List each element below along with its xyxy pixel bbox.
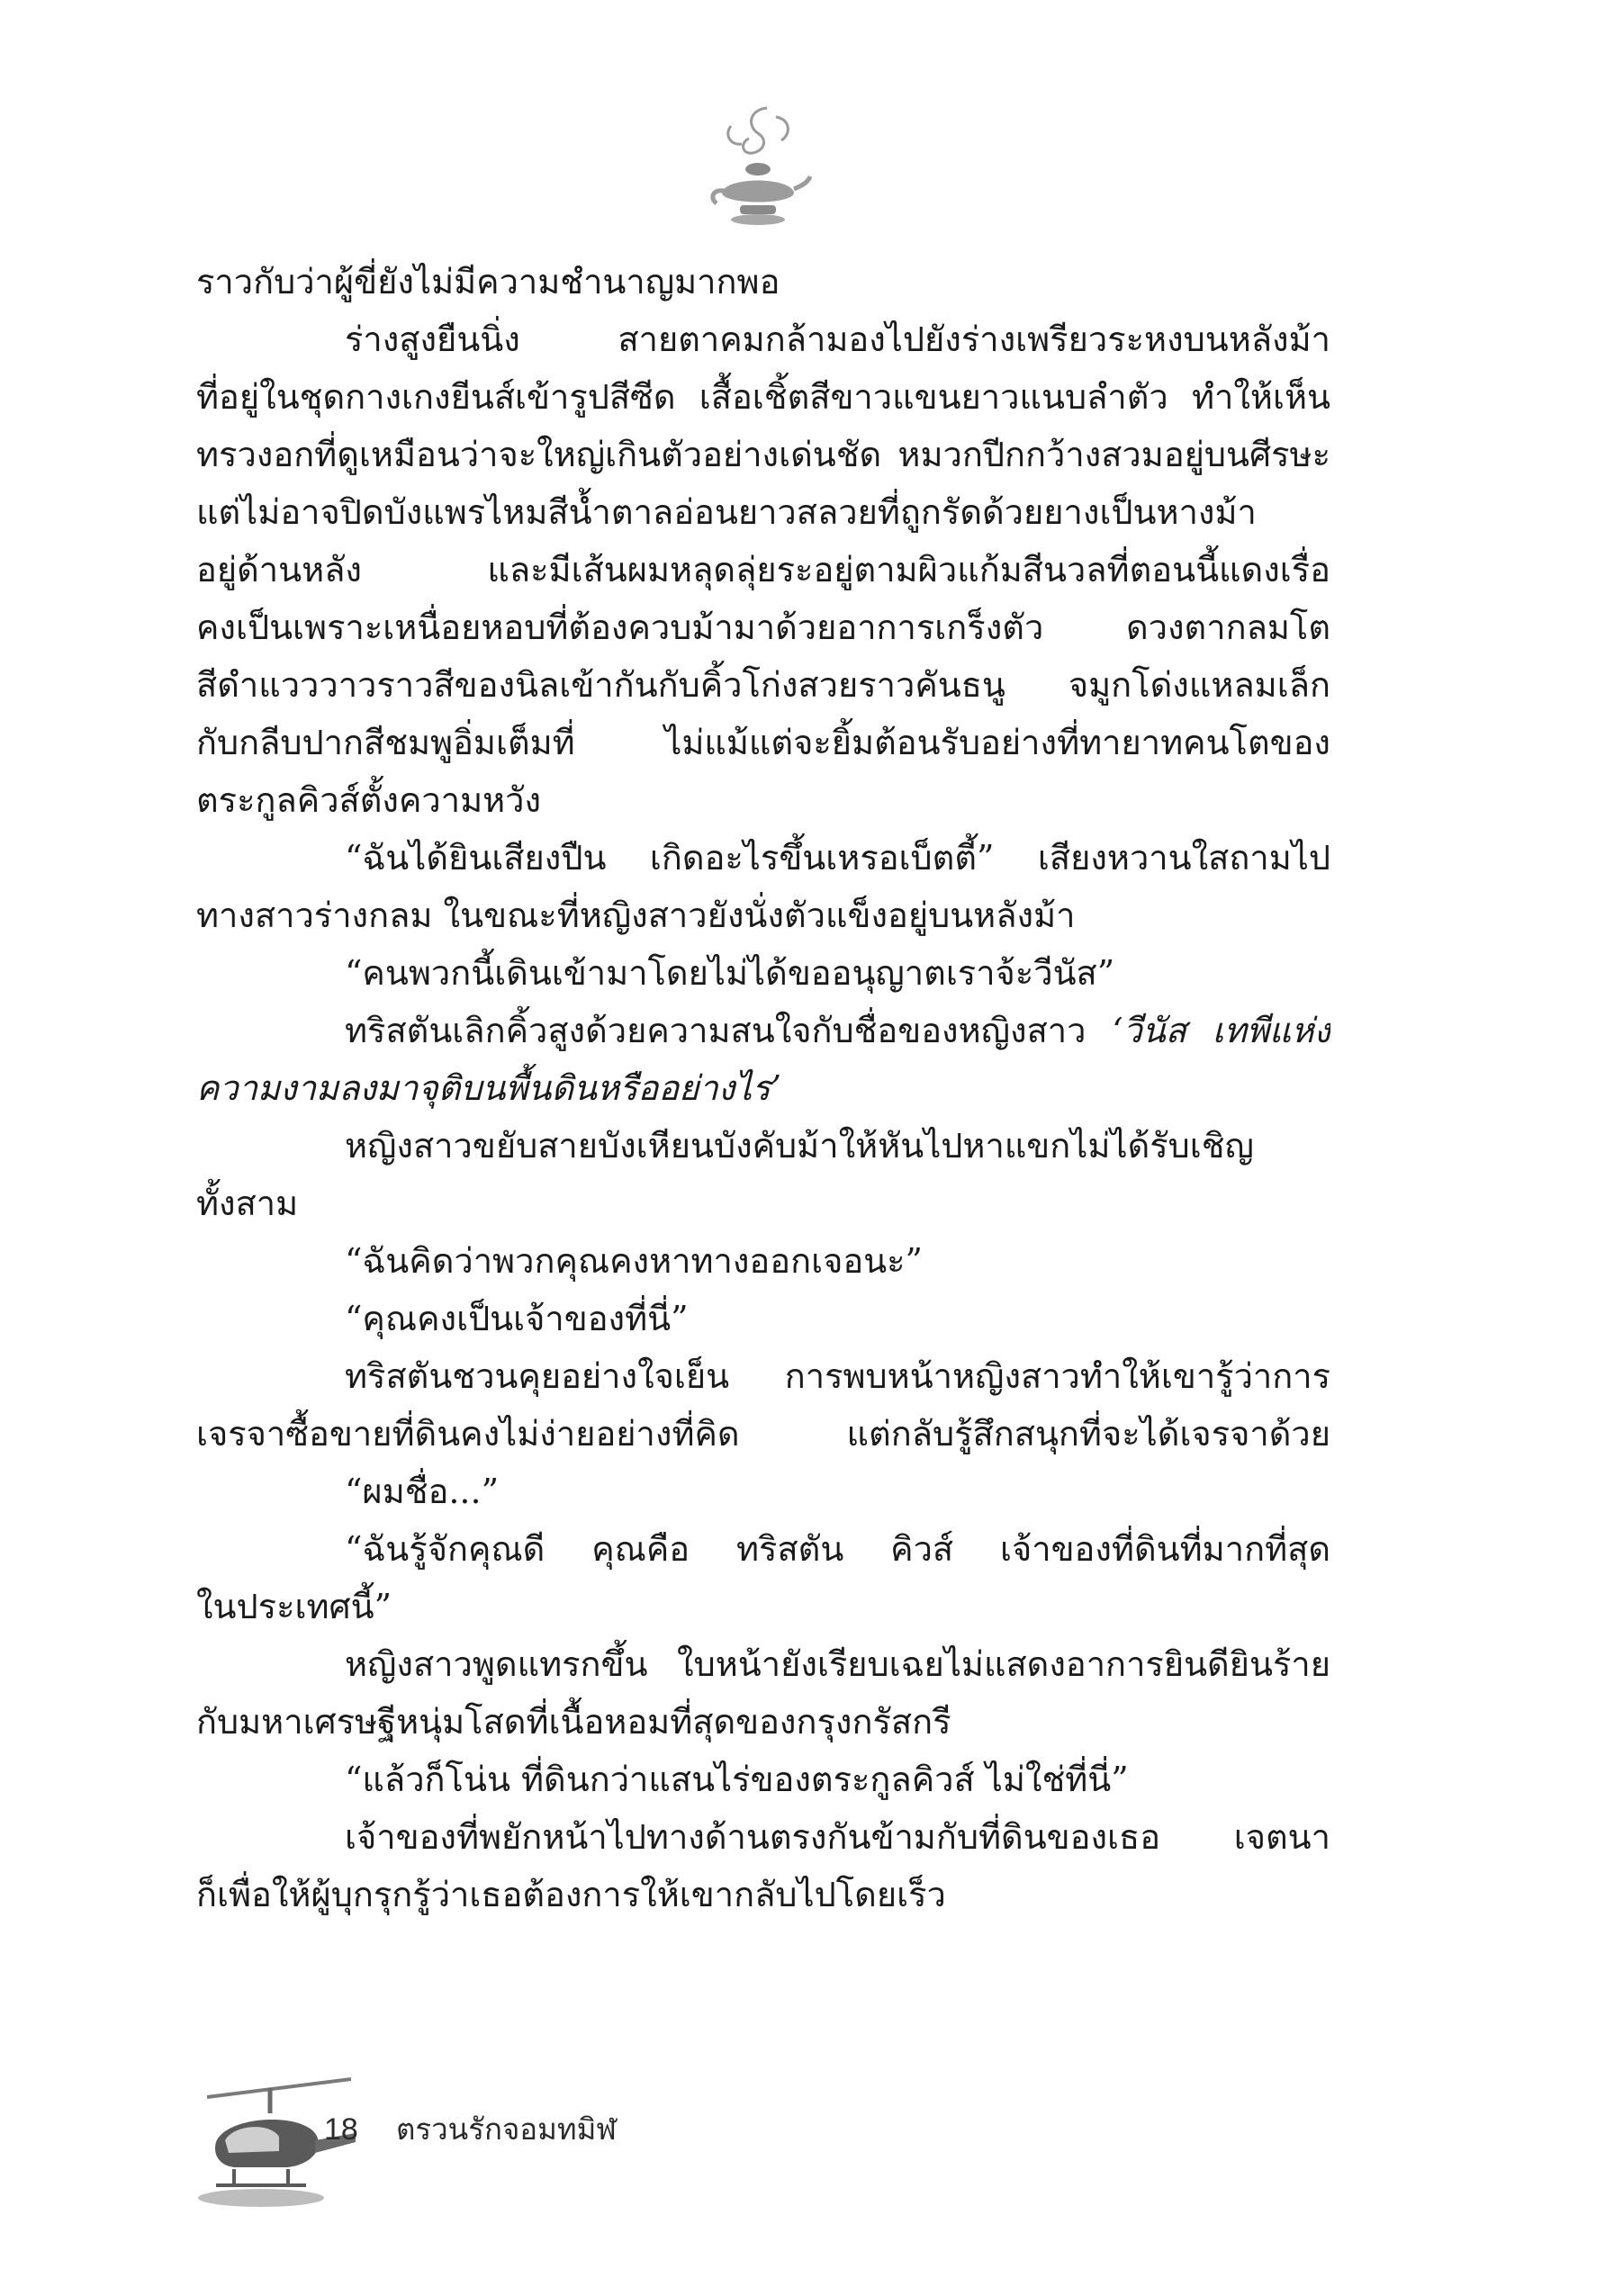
text-line: ทรวงอกที่ดูเหมือนว่าจะใหญ่เกินตัวอย่างเด่นชัด หมวกปีกกว้างสวมอยู่บนศีรษะ (196, 435, 1330, 474)
text-line: ร่างสูงยืนนิ่ง สายตาคมกล้ามองไปยังร่างเพรียวระหงบนหลังม้า (345, 320, 1330, 359)
book-title: ตรวนรักจอมทมิฬ (396, 2112, 617, 2146)
text-segment: ทริสตันเลิกคิ้วสูงด้วยความสนใจกับชื่อของหญิงสาว (345, 1011, 1087, 1050)
text-line: “ผมชื่อ...” (345, 1472, 500, 1511)
text-line: “ฉันรู้จักคุณดี คุณคือ ทริสตัน คิวส์ เจ้าของที่ดินที่มากที่สุด (345, 1529, 1330, 1569)
text-line: หญิงสาวพูดแทรกขึ้น ใบหน้ายังเรียบเฉยไม่แสดงอาการยินดียินร้าย (345, 1644, 1330, 1684)
text-line (345, 1003, 1330, 1058)
genie-lamp-icon (704, 99, 812, 234)
page-footer (189, 2070, 693, 2214)
text-line: ในประเทศนี้” (196, 1587, 392, 1626)
text-line: เจ้าของที่พยักหน้าไปทางด้านตรงกันข้ามกับที่ดินของเธอ เจตนา (345, 1817, 1330, 1857)
text-line: “คุณคงเป็นเจ้าของที่นี่” (345, 1299, 689, 1338)
text-line: ทางสาวร่างกลม ในขณะที่หญิงสาวยังนั่งตัวแข็งอยู่บนหลังม้า (196, 896, 1076, 935)
text-line: กับมหาเศรษฐีหนุ่มโสดที่เนื้อหอมที่สุดของกรุงกรัสกรี (196, 1702, 951, 1742)
italic-text-segment: ‘วีนัส เทพีแห่ง (1112, 1011, 1330, 1050)
text-line: ทั้งสาม (196, 1184, 299, 1223)
text-line: “คนพวกนี้เดินเข้ามาโดยไม่ได้ขออนุญาตเราจ้ะวีนัส” (345, 953, 1115, 993)
text-line: อยู่ด้านหลัง และมีเส้นผมหลุดลุ่ยระอยู่ตามผิวแก้มสีนวลที่ตอนนี้แดงเรื่อ (196, 550, 1330, 590)
text-line: หญิงสาวขยับสายบังเหียนบังคับม้าให้หันไปหาแขกไม่ได้รับเชิญ (345, 1126, 1254, 1166)
text-line: กับกลีบปากสีชมพูอิ่มเต็มที่ ไม่แม้แต่จะยิ้มต้อนรับอย่างที่ทายาทคนโตของ (196, 723, 1330, 762)
text-line: “แล้วก็โน่น ที่ดินกว่าแสนไร่ของตระกูลคิวส์ ไม่ใช่ที่นี่” (345, 1760, 1129, 1799)
text-line: ทริสตันชวนคุยอย่างใจเย็น การพบหน้าหญิงสาวทำให้เขารู้ว่าการ (345, 1356, 1330, 1396)
text-line: “ฉันคิดว่าพวกคุณคงหาทางออกเจอนะ” (345, 1241, 923, 1281)
text-line: “ฉันได้ยินเสียงปืน เกิดอะไรขึ้นเหรอเบ็ตตี้” เสียงหวานใสถามไป (345, 838, 1330, 878)
page-number: 18 (324, 2112, 358, 2147)
text-line: สีดำแวววาวราวสีของนิลเข้ากันกับคิ้วโก่งสวยราวคันธนู จมูกโด่งแหลมเล็ก (196, 665, 1330, 705)
text-line: แต่ไม่อาจปิดบังแพรไหมสีน้ำตาลอ่อนยาวสลวยที่ถูกรัดด้วยยางเป็นหางม้า (196, 492, 1257, 532)
text-line: ตระกูลคิวส์ตั้งความหวัง (196, 780, 542, 820)
text-line: ที่อยู่ในชุดกางเกงยีนส์เข้ารูปสีซีด เสื้อเชิ้ตสีขาวแขนยาวแนบลำตัว ทำให้เห็น (196, 377, 1330, 417)
text-line: ก็เพื่อให้ผู้บุกรุกรู้ว่าเธอต้องการให้เขากลับไปโดยเร็ว (196, 1875, 946, 1914)
text-line: ราวกับว่าผู้ขี่ยังไม่มีความชำนาญมากพอ (196, 262, 780, 302)
text-line: คงเป็นเพราะเหนื่อยหอบที่ต้องควบม้ามาด้วยอาการเกร็งตัว ดวงตากลมโต (196, 608, 1330, 647)
text-line: ความงามลงมาจุติบนพื้นดินหรืออย่างไร’ (196, 1068, 781, 1108)
text-line: เจรจาซื้อขายที่ดินคงไม่ง่ายอย่างที่คิด แต่กลับรู้สึกสนุกที่จะได้เจรจาด้วย (196, 1414, 1330, 1454)
